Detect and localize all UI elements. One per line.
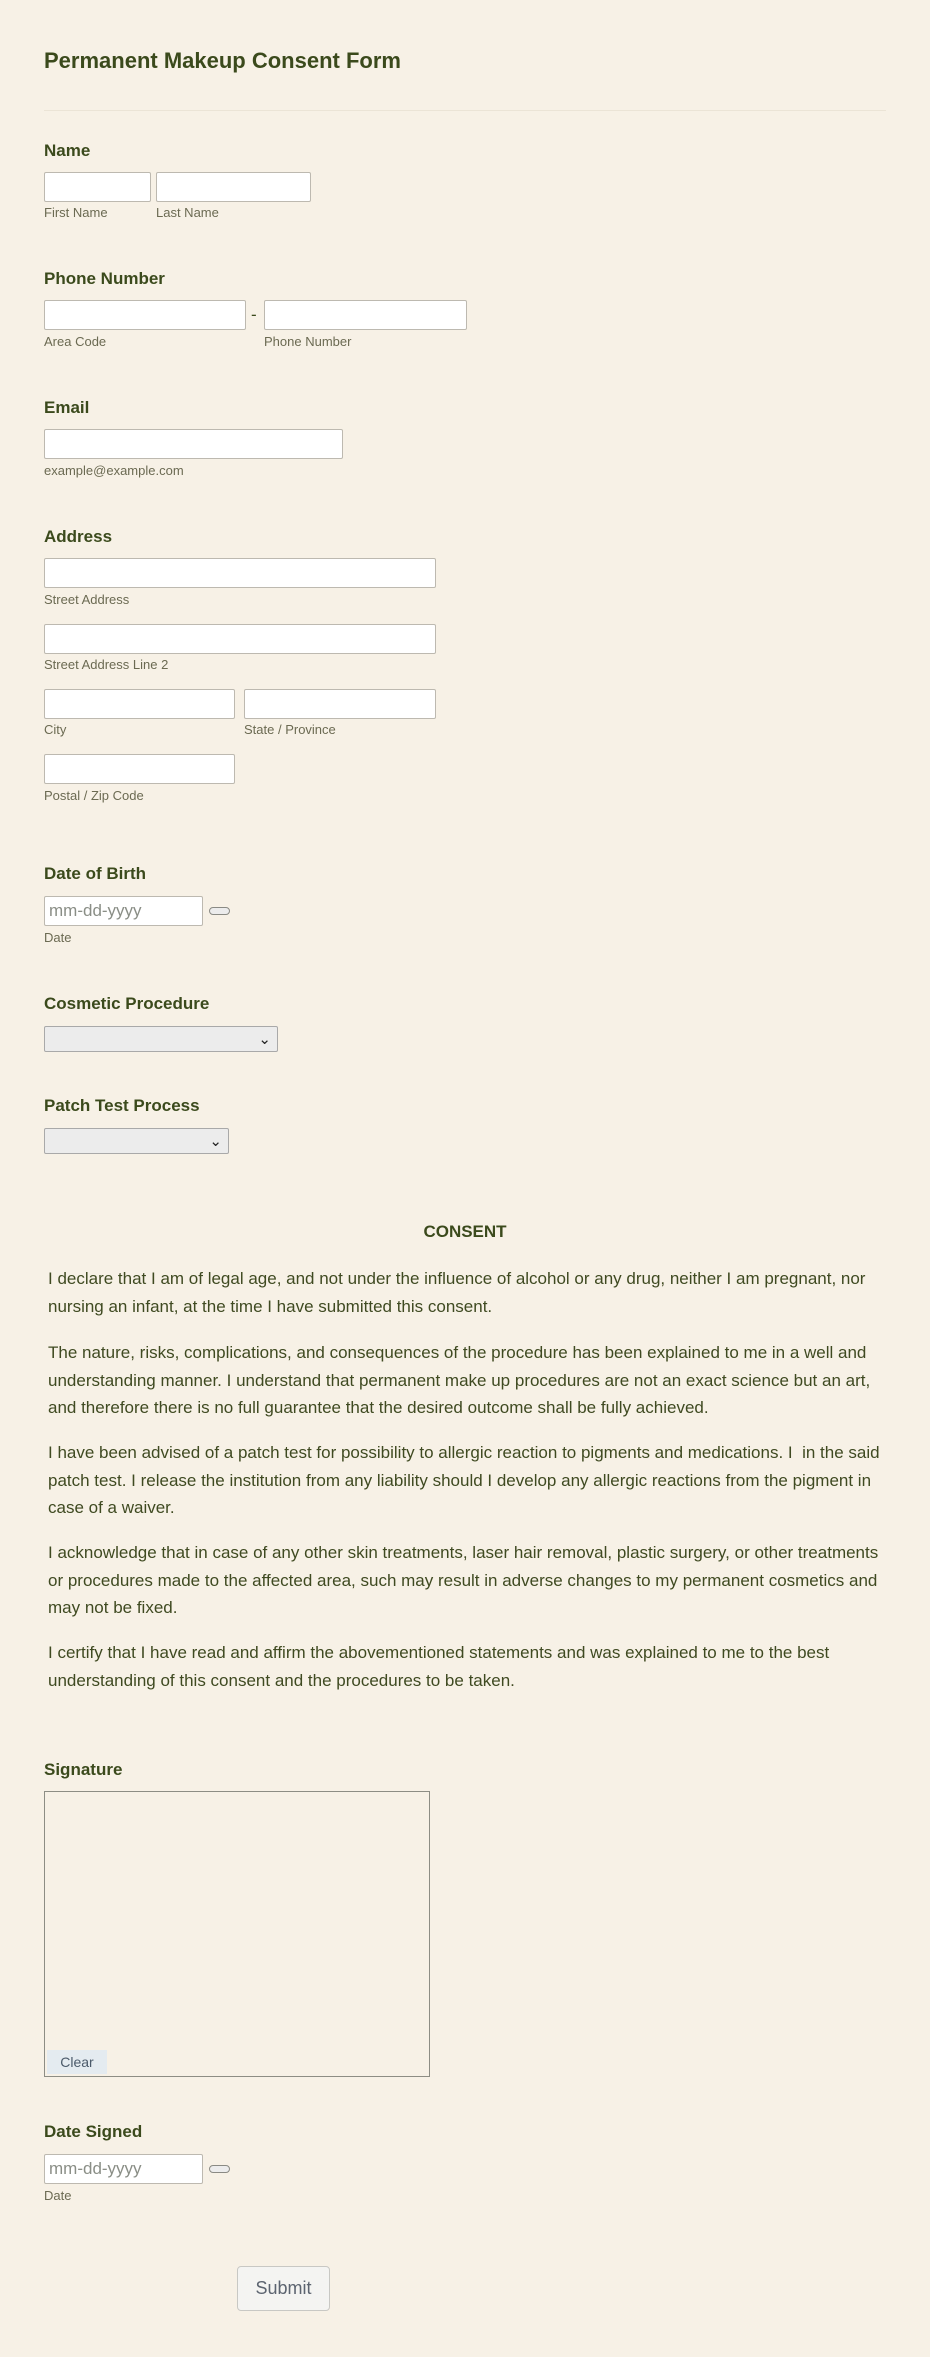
email-sublabel: example@example.com: [44, 463, 184, 478]
patch-test-label: Patch Test Process: [44, 1096, 200, 1115]
chevron-down-icon: ⌄: [209, 1132, 222, 1150]
date-signed-calendar-button[interactable]: [209, 2165, 230, 2173]
area-code-sublabel: Area Code: [44, 334, 107, 349]
dob-sublabel: Date: [44, 930, 72, 945]
city-input[interactable]: [44, 689, 235, 719]
consent-paragraph: The nature, risks, complications, and consequences of the procedure has been explained to me in a well and understanding manner. I understand that permanent make up procedures are not an exact science but an art, and therefore there is no full guarantee that the desired outcome shall be fully achieved.: [48, 1343, 875, 1417]
consent-paragraph: I declare that I am of legal age, and not under the influence of alcohol or any drug, neither I am pregnant, nor nursing an infant, at the time I have submitted this consent.: [48, 1269, 871, 1316]
last-name-sublabel: Last Name: [156, 205, 219, 220]
name-label: Name: [44, 141, 91, 160]
chevron-down-icon: ⌄: [258, 1030, 271, 1048]
dob-calendar-button[interactable]: [209, 907, 230, 915]
submit-button[interactable]: Submit: [237, 2266, 330, 2311]
consent-heading: CONSENT: [423, 1222, 507, 1241]
consent-paragraph: I acknowledge that in case of any other skin treatments, laser hair removal, plastic surgery, or other treatments or procedures made to the affected area, such may result in adverse changes to my permanent cosmetics and may not be fixed.: [48, 1543, 883, 1617]
zip-input[interactable]: [44, 754, 235, 784]
state-sublabel: State / Province: [244, 722, 336, 737]
phone-number-input[interactable]: [264, 300, 467, 330]
email-label: Email: [44, 398, 90, 417]
street-address-input[interactable]: [44, 558, 436, 588]
consent-paragraph: I have been advised of a patch test for possibility to allergic reaction to pigments and medications. I in the said patch test. I release the institution from any liability should I develop any allergic reactions from the pigment in case of a waiver.: [48, 1443, 885, 1517]
date-signed-label: Date Signed: [44, 2122, 143, 2141]
dob-input[interactable]: mm-dd-yyyy: [44, 896, 203, 926]
patch-test-select[interactable]: [44, 1128, 229, 1154]
first-name-input[interactable]: [44, 172, 151, 202]
phone-separator: -: [251, 305, 257, 324]
area-code-input[interactable]: [44, 300, 246, 330]
state-input[interactable]: [244, 689, 436, 719]
address-label: Address: [44, 527, 113, 546]
clear-signature-button[interactable]: Clear: [47, 2050, 107, 2074]
procedure-select[interactable]: [44, 1026, 278, 1052]
form-title: Permanent Makeup Consent Form: [44, 48, 401, 73]
signature-pad[interactable]: [44, 1791, 430, 2077]
phone-label: Phone Number: [44, 269, 165, 288]
street-address-2-sublabel: Street Address Line 2: [44, 657, 169, 672]
email-input[interactable]: [44, 429, 343, 459]
date-signed-sublabel: Date: [44, 2188, 72, 2203]
street-address-sublabel: Street Address: [44, 592, 130, 607]
signature-label: Signature: [44, 1760, 123, 1779]
city-sublabel: City: [44, 722, 67, 737]
consent-paragraph: I certify that I have read and affirm the abovementioned statements and was explained to me to the best understanding of this consent and the procedures to be taken.: [48, 1643, 834, 1690]
dob-label: Date of Birth: [44, 864, 146, 883]
street-address-2-input[interactable]: [44, 624, 436, 654]
phone-number-sublabel: Phone Number: [264, 334, 352, 349]
date-signed-input[interactable]: mm-dd-yyyy: [44, 2154, 203, 2184]
procedure-label: Cosmetic Procedure: [44, 994, 210, 1013]
last-name-input[interactable]: [156, 172, 311, 202]
first-name-sublabel: First Name: [44, 205, 108, 220]
title-divider: [44, 110, 886, 111]
zip-sublabel: Postal / Zip Code: [44, 788, 144, 803]
